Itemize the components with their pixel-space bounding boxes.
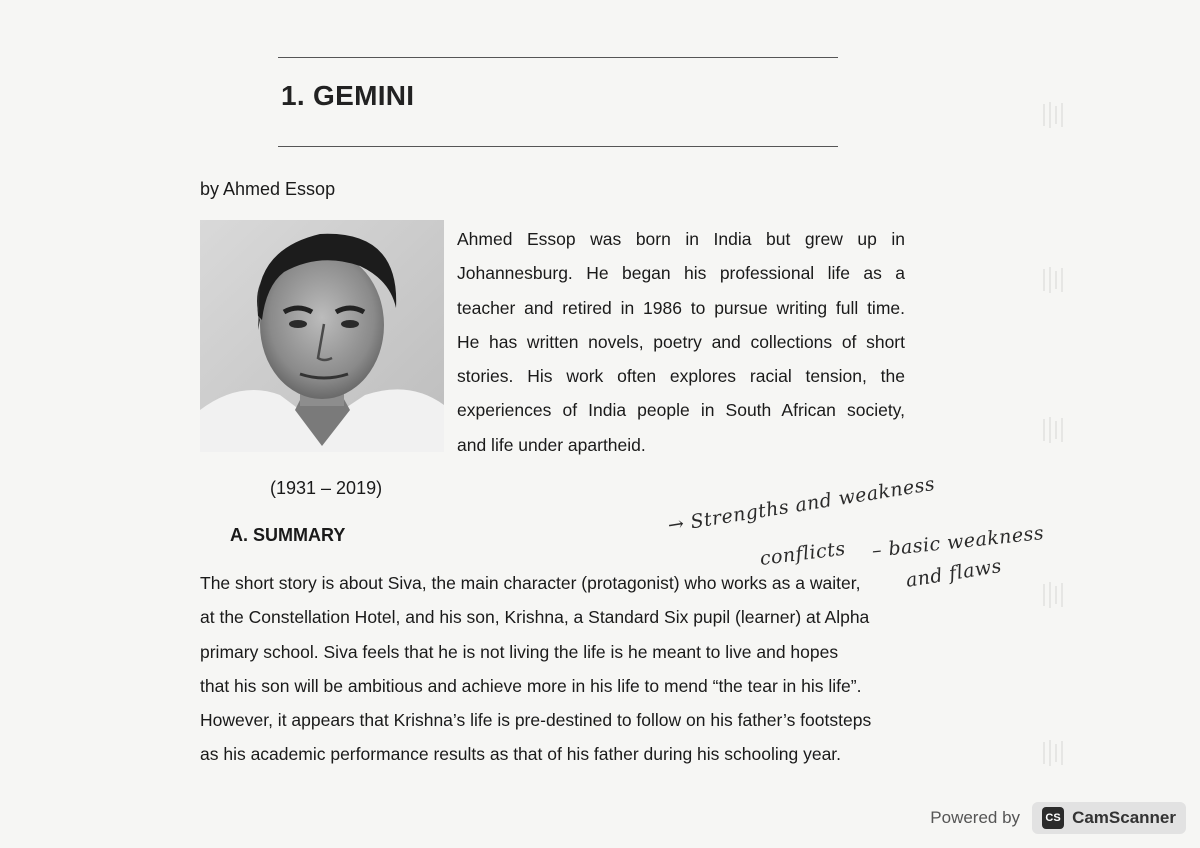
camscanner-brand-name: CamScanner (1072, 808, 1176, 827)
scanner-watermark (930, 802, 1186, 834)
bio-line: Johannesburg. He began his professional life as a (457, 263, 905, 284)
scan-artifact (1040, 265, 1066, 295)
author-biography (457, 222, 905, 462)
summary-line: However, it appears that Krishna’s life is pre-destined to follow on his father’s footsteps (200, 710, 872, 731)
summary-paragraph (200, 566, 905, 772)
handwritten-note: and flaws (904, 555, 1004, 592)
bio-line: and life under apartheid. (457, 434, 646, 455)
bottom-rule (278, 146, 838, 147)
handwritten-note: conflicts (758, 537, 847, 570)
bio-line: stories. His work often explores racial tension, the (457, 366, 905, 387)
camscanner-badge (1032, 802, 1186, 834)
summary-line: as his academic performance results as that of his father during his schooling year. (200, 744, 842, 765)
bio-line: experiences of India people in South African society, (457, 400, 905, 421)
handwritten-note: → Strengths and weakness (666, 472, 937, 537)
powered-by-label: Powered by (930, 808, 1021, 827)
portrait-caption: (1931 – 2019) (270, 478, 383, 498)
scan-artifact (1040, 580, 1066, 610)
summary-line: The short story is about Siva, the main character (protagonist) who works as a waiter, (200, 573, 861, 593)
section-heading: A. SUMMARY (230, 525, 346, 545)
top-rule (278, 57, 838, 58)
scan-artifact (1040, 100, 1066, 130)
summary-line: that his son will be ambitious and achieve more in his life to mend “the tear in his life”. (200, 675, 862, 696)
author-portrait (200, 220, 444, 452)
handwritten-note: – basic weakness (870, 521, 1046, 562)
summary-line: primary school. Siva feels that he is not living the life is he meant to live and hopes (200, 641, 839, 662)
chapter-title: 1. GEMINI (281, 80, 415, 111)
bio-line: teacher and retired in 1986 to pursue writing full time. (457, 297, 905, 318)
byline: by Ahmed Essop (200, 179, 336, 199)
bio-line: He has written novels, poetry and collections of short (457, 331, 905, 352)
camscanner-logo-icon: CS (1042, 807, 1064, 829)
scan-artifact (1040, 738, 1066, 768)
scan-artifact (1040, 415, 1066, 445)
summary-line: at the Constellation Hotel, and his son, Krishna, a Standard Six pupil (learner) at Alpha (200, 607, 870, 628)
bio-line: Ahmed Essop was born in India but grew up in (457, 229, 905, 249)
